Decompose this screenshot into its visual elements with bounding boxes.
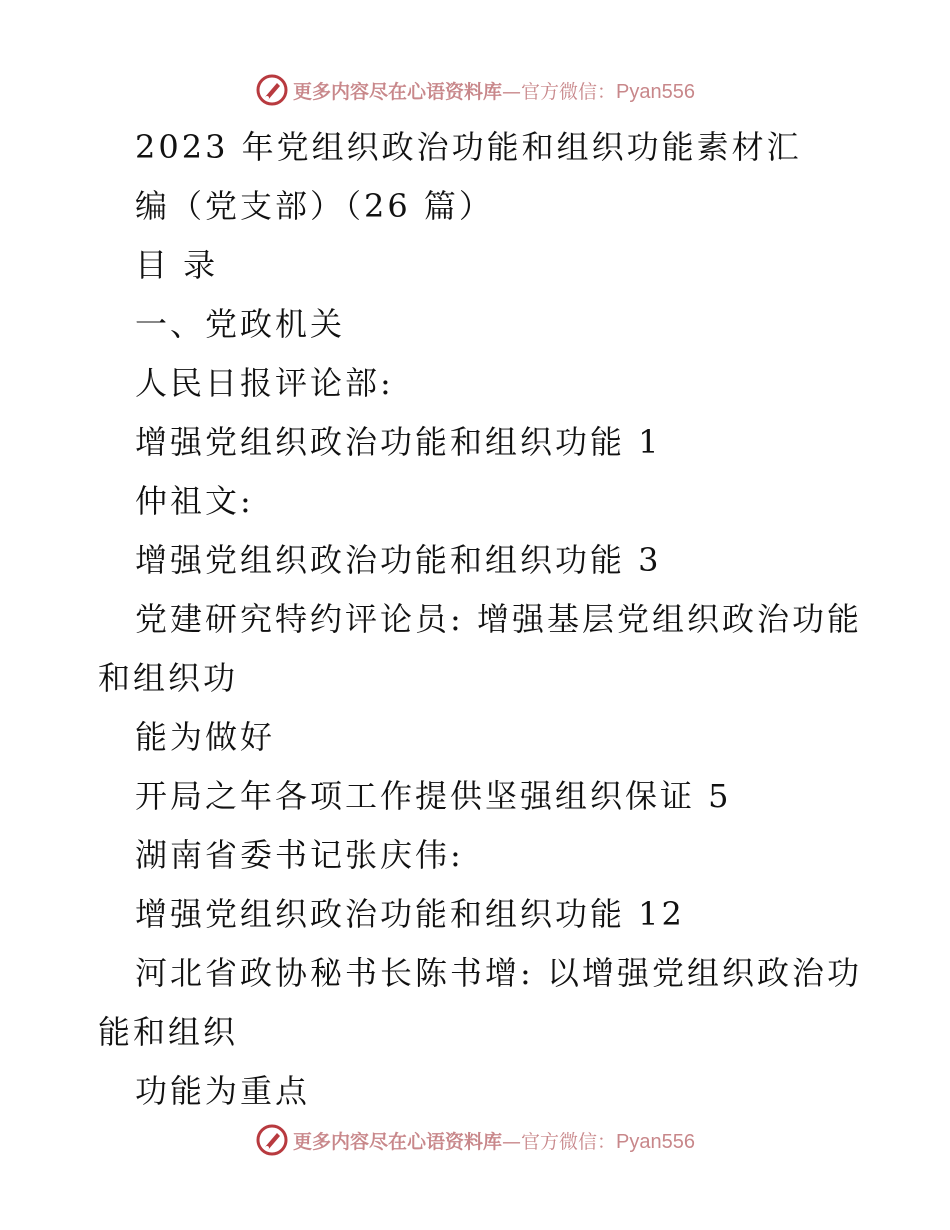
toc-entry: 增强党组织政治功能和组织功能 12	[135, 895, 685, 933]
watermark-banner-top	[0, 70, 950, 110]
watermark-banner-bottom	[0, 1120, 950, 1160]
watermark-wechat-id: Pyan556	[616, 80, 695, 103]
toc-entry-continuation: 和组织功	[98, 659, 239, 697]
toc-entry: 人民日报评论部:	[135, 364, 394, 402]
toc-entry-continuation: 能和组织	[98, 1013, 239, 1051]
toc-entry: 功能为重点	[135, 1072, 311, 1110]
section-heading: 一、党政机关	[135, 305, 346, 343]
watermark-promo: 更多内容尽在心语资料库	[293, 1130, 503, 1153]
toc-entry: 河北省政协秘书长陈书增: 以增强党组织政治功	[135, 954, 862, 992]
pen-logo-icon	[255, 73, 289, 107]
watermark-separator: —	[502, 80, 522, 103]
toc-entry: 湖南省委书记张庆伟:	[135, 836, 464, 874]
toc-heading: 目 录	[135, 246, 219, 284]
toc-entry: 仲祖文:	[135, 482, 254, 520]
watermark-promo: 更多内容尽在心语资料库	[293, 80, 503, 103]
toc-entry: 增强党组织政治功能和组织功能 1	[135, 423, 662, 461]
watermark-wechat-label: 官方微信：	[521, 80, 617, 103]
watermark-separator: —	[502, 1130, 522, 1153]
toc-entry: 增强党组织政治功能和组织功能 3	[135, 541, 662, 579]
toc-entry: 能为做好	[135, 718, 276, 756]
watermark-wechat-id: Pyan556	[616, 1130, 695, 1153]
doc-title-line-1: 2023 年党组织政治功能和组织功能素材汇	[135, 128, 802, 166]
watermark-wechat-label: 官方微信：	[521, 1130, 617, 1153]
doc-title-line-2: 编（党支部）（26 篇）	[135, 187, 494, 225]
toc-entry: 党建研究特约评论员: 增强基层党组织政治功能	[135, 600, 862, 638]
pen-logo-icon	[255, 1123, 289, 1157]
toc-entry: 开局之年各项工作提供坚强组织保证 5	[135, 777, 732, 815]
